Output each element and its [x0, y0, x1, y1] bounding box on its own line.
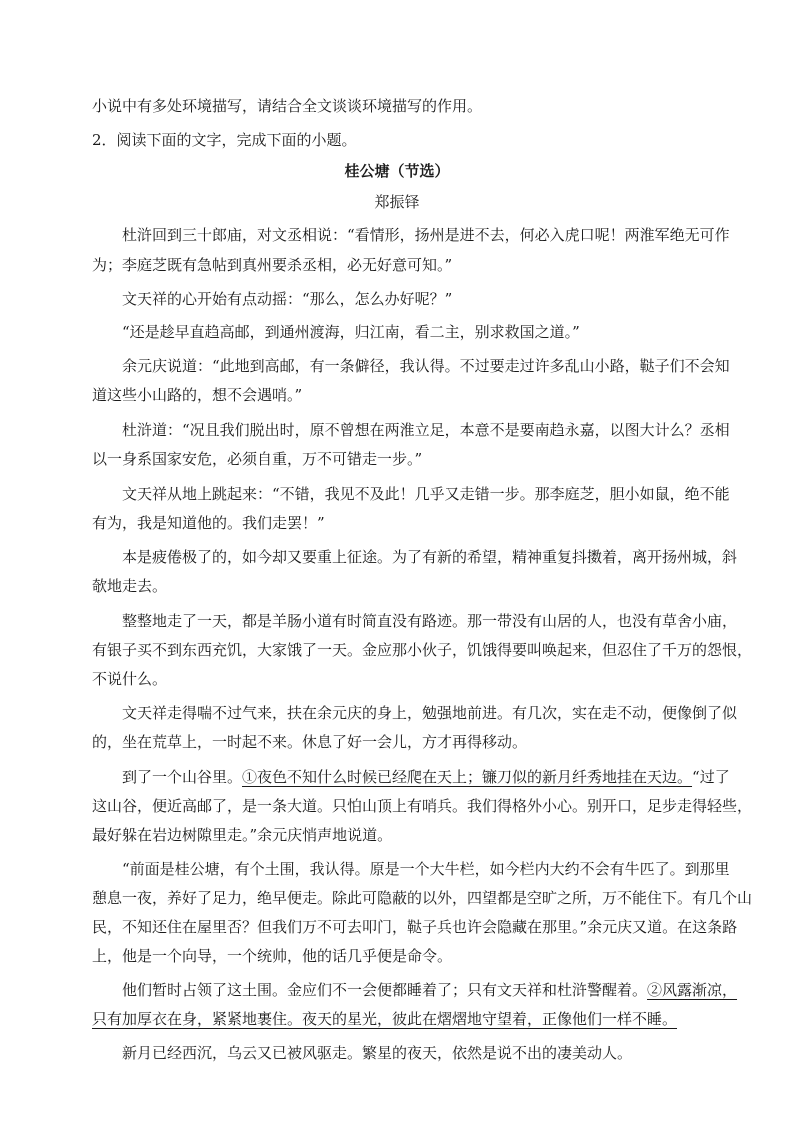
article-title: 桂公塘（节选） — [344, 162, 450, 180]
plain-text: “过了 — [692, 768, 730, 786]
paragraph-line: “还是趁早直趋高邮，到通州渡海，归江南，看二主，别求救国之道。” — [122, 323, 580, 341]
paragraph-line: 新月已经西沉，乌云又已被风驱走。繁星的夜天，依然是说不出的凄美动人。 — [122, 1044, 633, 1062]
paragraph-line: 以一身系国家安危，必须自重，万不可错走一步。” — [92, 450, 423, 468]
plain-text: 他们暂时占领了这土围。金应们不一会便都睡着了；只有文天祥和杜浒警醒着。 — [122, 981, 648, 999]
underlined-sentence-2-cont: 只有加厚衣在身，紧紧地裹住。夜天的星光，彼此在熠熠地守望着，正像他们一样不睡。 — [92, 1010, 678, 1028]
paragraph-line: 道这些小山路的，想不会遇哨。” — [92, 386, 303, 404]
paragraph-line: 杜浒回到三十郎庙，对文丞相说：“看情形，扬州是进不去，何必入虎口呢！两淮军绝无可作 — [122, 226, 730, 244]
underlined-sentence-1: ①夜色不知什么时候已经爬在天上；镰刀似的新月纤秀地挂在天边。 — [242, 768, 693, 786]
paragraph-line: 余元庆说道：“此地到高邮，有一条僻径，我认得。不过要走过许多乱山小路，鞑子们不会知 — [122, 357, 730, 375]
paragraph-line: 杜浒道：“况且我们脱出时，原不曾想在两淮立足，本意不是要南趋永嘉，以图大计么？丞相 — [122, 421, 730, 439]
paragraph-line: 民，不知还住在屋里否？但我们万不可去叩门，鞑子兵也许会隐藏在那里。”余元庆又道。在这条路 — [92, 918, 738, 936]
paragraph-line: 最好躲在岩边树隙里走。”余元庆悄声地说道。 — [92, 826, 393, 844]
paragraph-line: 本是疲倦极了的，如今却又要重上征途。为了有新的希望，精神重复抖擞着，离开扬州城，斜 — [122, 548, 738, 566]
article-author: 郑振铎 — [374, 193, 420, 211]
paragraph-line: 这山谷，便近高邮了，是一条大道。只怕山顶上有哨兵。我们得格外小心。别开口，足步走得轻些， — [92, 797, 753, 815]
paragraph-line: 的，坐在荒草上，一时起不来。休息了好一会儿，方才再得移动。 — [92, 733, 528, 751]
paragraph-line: 为；李庭芝既有急帖到真州要杀丞相，必无好意可知。” — [92, 256, 453, 274]
paragraph-line: “前面是桂公塘，有个土围，我认得。原是一个大牛栏，如今栏内大约不会有牛匹了。到那里 — [122, 860, 730, 878]
paragraph-line: 文天祥的心开始有点动摇：“那么，怎么办好呢？” — [122, 290, 453, 308]
paragraph-line — [122, 980, 737, 1000]
paragraph-line: 有为，我是知道他的。我们走罢！” — [92, 514, 325, 532]
question-2-text: 2．阅读下面的文字，完成下面的小题。 — [92, 131, 357, 149]
paragraph-line: 文天祥从地上跳起来：“不错，我见不及此！几乎又走错一步。那李庭芝，胆小如鼠，绝不能 — [122, 485, 730, 503]
paragraph-line: 欹地走去。 — [92, 577, 168, 595]
paragraph-line: 整整地走了一天，都是羊肠小道有时简直没有路迹。那一带没有山居的人，也没有草舍小庙， — [122, 612, 738, 630]
question-1-text: 小说中有多处环境描写，请结合全文谈谈环境描写的作用。 — [92, 97, 483, 115]
paragraph-line: 憩息一夜，养好了足力，绝早便走。除此可隐蔽的以外，四望都是空旷之所，万不能住下。有几个山 — [92, 889, 753, 907]
plain-text: 到了一个山谷里。 — [122, 768, 243, 786]
paragraph-line — [122, 767, 730, 787]
paragraph-line: 上，他是一个向导，一个统帅，他的话几乎便是命令。 — [92, 947, 453, 965]
paragraph-line: 不说什么。 — [92, 670, 168, 688]
underlined-sentence-2: ②风露渐凉， — [647, 981, 738, 999]
paragraph-line: 有银子买不到东西充饥，大家饿了一天。金应那小伙子，饥饿得要叫唤起来，但忍住了千万的怨恨， — [92, 641, 753, 659]
paragraph-line: 文天祥走得喘不过气来，扶在余元庆的身上，勉强地前进。有几次，实在走不动，便像倒了似 — [122, 704, 738, 722]
paragraph-line — [92, 1009, 677, 1029]
